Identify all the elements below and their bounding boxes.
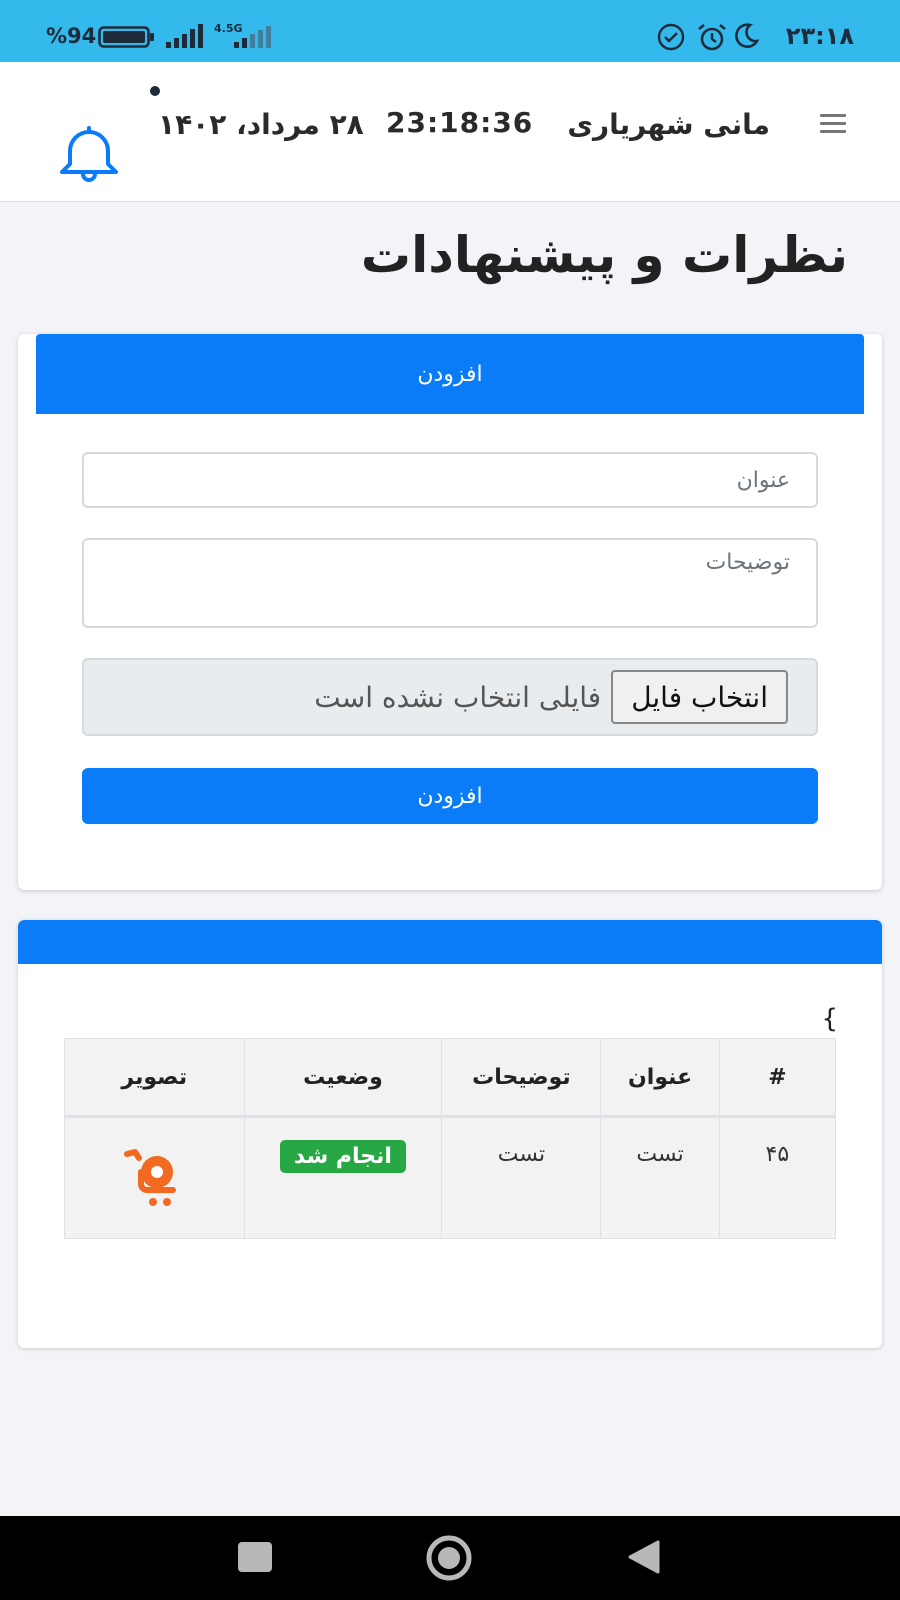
table-header-row [65, 1039, 836, 1117]
home-button[interactable] [425, 1534, 473, 1582]
column-header-id: # [719, 1039, 835, 1117]
suggestions-card [18, 920, 882, 1348]
add-button[interactable]: افزودن [82, 768, 818, 824]
column-header-status: وضعیت [244, 1039, 442, 1117]
signal-icon [166, 24, 206, 48]
add-form-card [18, 334, 882, 890]
cell-id: ۴۵ [719, 1117, 835, 1239]
back-button[interactable] [626, 1540, 660, 1574]
menu-line [820, 130, 846, 133]
status-bar [0, 0, 900, 62]
column-header-title: عنوان [601, 1039, 719, 1117]
battery-percent: %94 [46, 24, 97, 48]
cell-description: تست [442, 1117, 601, 1239]
system-nav-bar [0, 1516, 900, 1600]
choose-file-button[interactable]: انتخاب فایل [611, 670, 788, 724]
network-type: 4.5G [214, 22, 243, 35]
file-picker[interactable] [82, 658, 818, 736]
logo-icon[interactable] [121, 1144, 187, 1210]
cell-image [65, 1117, 245, 1239]
bell-icon[interactable] [56, 124, 122, 182]
header-date: ۲۸ مرداد، ۱۴۰۲ [158, 108, 364, 141]
user-name: مانی شهریاری [567, 108, 770, 141]
cell-title: تست [601, 1117, 719, 1239]
table-row[interactable] [65, 1117, 836, 1239]
suggestions-card-header [18, 920, 882, 964]
menu-line [820, 114, 846, 117]
cell-status [244, 1117, 442, 1239]
column-header-description: توضیحات [442, 1039, 601, 1117]
title-input[interactable] [82, 452, 818, 508]
description-input[interactable] [82, 538, 818, 628]
check-circle-icon [656, 22, 686, 52]
suggestions-table [64, 1038, 836, 1239]
recent-apps-button[interactable] [238, 1542, 272, 1572]
app-header [0, 62, 900, 202]
menu-icon[interactable] [820, 114, 846, 134]
status-badge: انجام شد [280, 1140, 406, 1173]
moon-icon [732, 22, 760, 50]
header-time: 23:18:36 [386, 106, 534, 139]
menu-line [820, 122, 846, 125]
signal-secondary-icon [234, 26, 274, 48]
column-header-image: تصویر [65, 1039, 245, 1117]
stray-text: { [821, 1004, 838, 1034]
status-time: ۲۳:۱۸ [785, 22, 854, 50]
file-status: فایلی انتخاب نشده است [314, 680, 602, 714]
page-title: نظرات و پیشنهادات [360, 226, 848, 284]
add-form-header: افزودن [36, 334, 864, 414]
notification-dot [150, 86, 160, 96]
alarm-icon [696, 22, 728, 52]
battery-icon [98, 26, 156, 48]
